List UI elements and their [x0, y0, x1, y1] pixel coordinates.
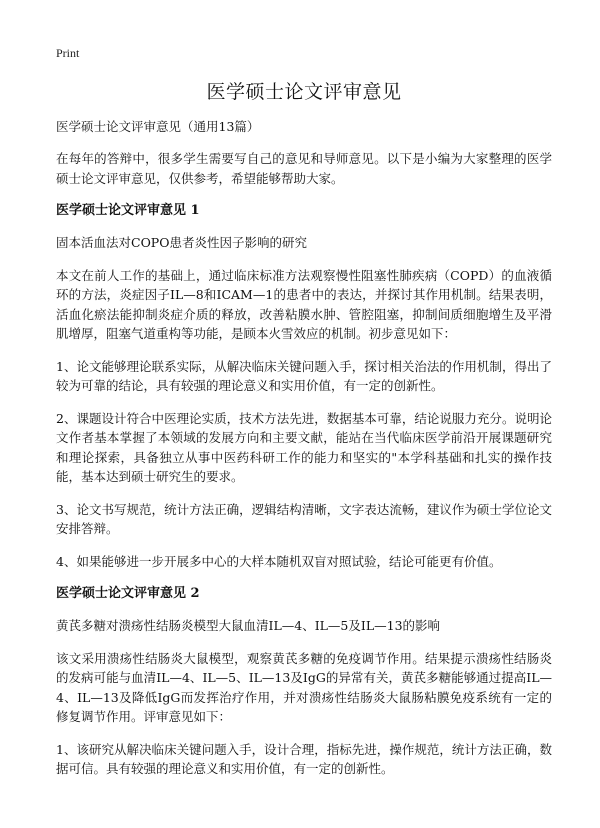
section-2-paragraph: 该文采用溃疡性结肠炎大鼠模型，观察黄芪多糖的免疫调节作用。结果提示溃疡性结肠炎的发病可能与血清IL—4、IL—5、IL—13及IgG的异常有关，黄芪多糖能够通过提高IL—4、IL—13及降低IgG而发挥治疗作用，并对溃疡性结肠炎大鼠肠粘膜免疫系统有一定的修复调节作用。评审意见如下：: [56, 650, 552, 724]
section-1-paragraph: 4、如果能够进一步开展多中心的大样本随机双盲对照试验，结论可能更有价值。: [56, 553, 502, 569]
section-heading-1: 医学硕士论文评审意见 1: [56, 203, 200, 218]
section-2-paragraph: 1、该研究从解决临床关键问题入手，设计合理，指标先进，操作规范，统计方法正确，数据可信。具有较强的理论意义和实用价值，有一定的创新性。: [56, 741, 552, 776]
section-1-paragraph: 2、课题设计符合中医理论实质，技术方法先进，数据基本可靠，结论说服力充分。说明论文作者基本掌握了本领域的发展方向和主要文献，能站在当代临床医学前沿开展课题研究和理论探索，具备独立从事中医药科研工作的能力和坚实的"本学科基础和扎实的操作技能，基本达到硕士研究生的要求。: [56, 410, 552, 484]
section-1-paragraph: 本文在前人工作的基础上，通过临床标准方法观察慢性阻塞性肺疾病（COPD）的血液循环的方法，炎症因子IL—8和ICAM—1的患者中的表达，并探讨其作用机制。结果表明，活血化瘀法能抑制炎症介质的释放，改善粘膜水肿、管腔阻塞，抑制间质细胞增生及平滑肌增厚，阻塞气道重构等功能，是顾本火雪效应的机制。初步意见如下：: [56, 267, 552, 341]
intro-paragraph: 在每年的答辩中，很多学生需要写自己的意见和导师意见。以下是小编为大家整理的医学硕士论文评审意见，仅供参考，希望能够帮助大家。: [56, 151, 552, 186]
print-label: Print: [56, 46, 80, 60]
document-subtitle: 医学硕士论文评审意见（通用13篇）: [56, 119, 260, 134]
section-heading-2: 医学硕士论文评审意见 2: [56, 586, 200, 601]
section-1-paragraph: 1、论文能够理论联系实际，从解决临床关键问题入手，探讨相关治法的作用机制，得出了较为可靠的结论，具有较强的理论意义和实用价值，有一定的创新性。: [56, 358, 552, 393]
page-title: 医学硕士论文评审意见: [206, 81, 402, 103]
section-1-topic: 固本活血法对COPO患者炎性因子影响的研究: [56, 235, 307, 250]
section-2-topic: 黄芪多糖对溃疡性结肠炎模型大鼠血清IL—4、IL—5及IL—13的影响: [56, 618, 441, 633]
section-1-paragraph: 3、论文书写规范，统计方法正确，逻辑结构清晰，文字表达流畅，建议作为硕士学位论文安排答辩。: [56, 501, 552, 536]
